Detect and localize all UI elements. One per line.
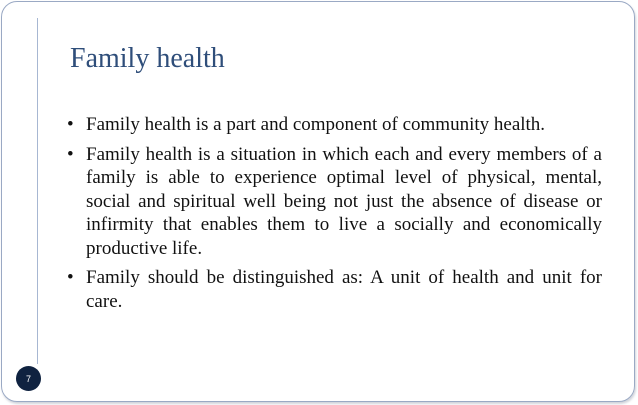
- slide-title: Family health: [70, 43, 225, 74]
- bullet-text: Family should be distinguished as: A unit of health and unit for care.: [86, 267, 602, 312]
- bullet-text: Family health is a part and component of community health.: [86, 114, 546, 135]
- bullet-icon: •: [67, 114, 74, 135]
- bullet-text: Family health is a situation in which each and every members of a family is able to experience optimal level of physical, mental, social and spiritual well being not just the absence of disease or infirmity that enables them to live a socially and economically productive life.: [86, 143, 602, 259]
- bullet-item: [67, 113, 602, 137]
- left-rule-line: [37, 18, 38, 364]
- bullet-list: [67, 113, 602, 319]
- slide-number-badge: 7: [16, 366, 41, 391]
- bullet-item: [67, 266, 602, 313]
- bullet-icon: •: [67, 143, 74, 165]
- bullet-icon: •: [67, 267, 74, 288]
- bullet-item: [67, 143, 602, 261]
